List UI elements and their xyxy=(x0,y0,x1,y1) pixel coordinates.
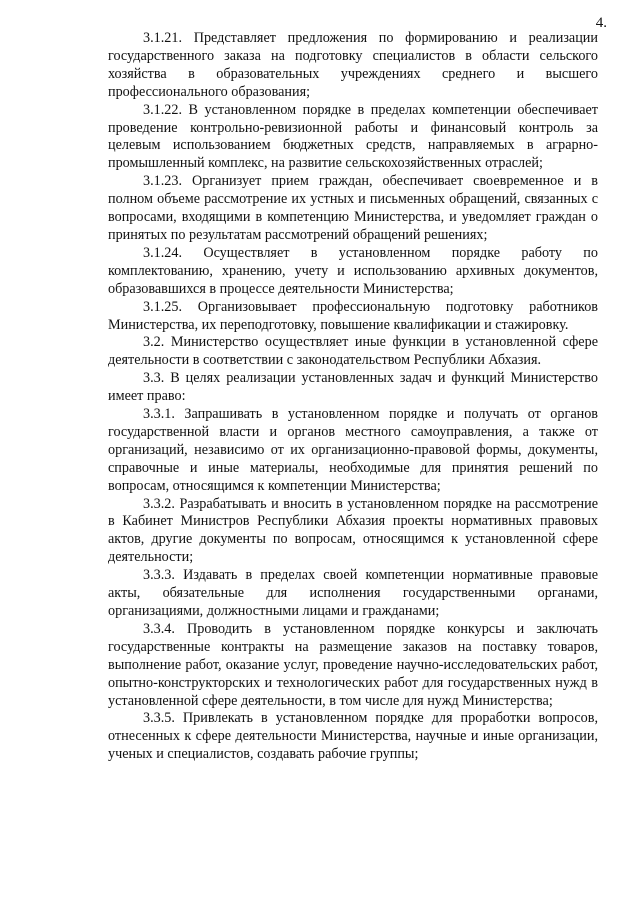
page-number: 4. xyxy=(595,15,607,31)
paragraph-3-1-21: 3.1.21. Представляет предложения по формированию и реализации государственного заказа на подготовку специалистов в области сельского хозяйства в образовательных учреждениях среднего и высшего профессионального образования; xyxy=(108,30,598,100)
paragraph-3-1-24: 3.1.24. Осуществляет в установленном порядке работу по комплектованию, хранению, учету и использованию архивных документов, образовавшихся в процессе деятельности Министерства; xyxy=(108,244,598,297)
paragraph-3-1-25: 3.1.25. Организовывает профессиональную подготовку работников Министерства, их переподготовку, повышение квалификации и стажировку. xyxy=(108,298,598,333)
paragraph-3-1-23: 3.1.23. Организует прием граждан, обеспечивает своевременное и в полном объеме рассмотрение их устных и письменных обращений, связанных с вопросами, входящими в компетенцию Министерства, и уведомляет граждан о принятых по результатам рассмотрений обращений решениях; xyxy=(108,173,598,243)
paragraph-3-3-1: 3.3.1. Запрашивать в установленном порядке и получать от органов государственной власти и органов местного самоуправления, а также от организаций, независимо от их организационно-правовой формы, документы, справочные и иные материалы, необходимые для принятия решений по вопросам, относящимся к компетенции Министерства; xyxy=(108,406,598,494)
paragraph-3-3-3: 3.3.3. Издавать в пределах своей компетенции нормативные правовые акты, обязательные для исполнения государственными органами, организациями, должностными лицами и гражданами; xyxy=(108,567,598,619)
paragraph-3-3-2: 3.3.2. Разрабатывать и вносить в установленном порядке на рассмотрение в Кабинет Министров Республики Абхазия проекты нормативных правовых актов, другие документы по вопросам, относящимся к установленной сфере деятельности; xyxy=(108,495,598,566)
paragraph-3-3: 3.3. В целях реализации установленных задач и функций Министерство имеет право: xyxy=(108,370,598,405)
document-body xyxy=(108,30,598,764)
paragraph-3-3-4: 3.3.4. Проводить в установленном порядке конкурсы и заключать государственные контракты на размещение заказов на поставку товаров, выполнение работ, оказание услуг, проведение научно-исследовательских работ, опытно-конструкторских и технологических работ для государственных нужд в установленной сфере деятельности, в том числе для нужд Министерства; xyxy=(108,620,598,709)
paragraph-3-1-22: 3.1.22. В установленном порядке в пределах компетенции обеспечивает проведение контрольно-ревизионной работы и финансовый контроль за целевым использованием бюджетных средств, направляемых в аграрно-промышленный комплекс, на развитие сельскохозяйственных отраслей; xyxy=(108,101,598,172)
paragraph-3-3-5: 3.3.5. Привлекать в установленном порядке для проработки вопросов, отнесенных к сфере деятельности Министерства, научные и иные организации, ученых и специалистов, создавать рабочие группы; xyxy=(108,710,598,763)
paragraph-3-2: 3.2. Министерство осуществляет иные функции в установленной сфере деятельности в соответствии с законодательством Республики Абхазия. xyxy=(108,334,598,369)
